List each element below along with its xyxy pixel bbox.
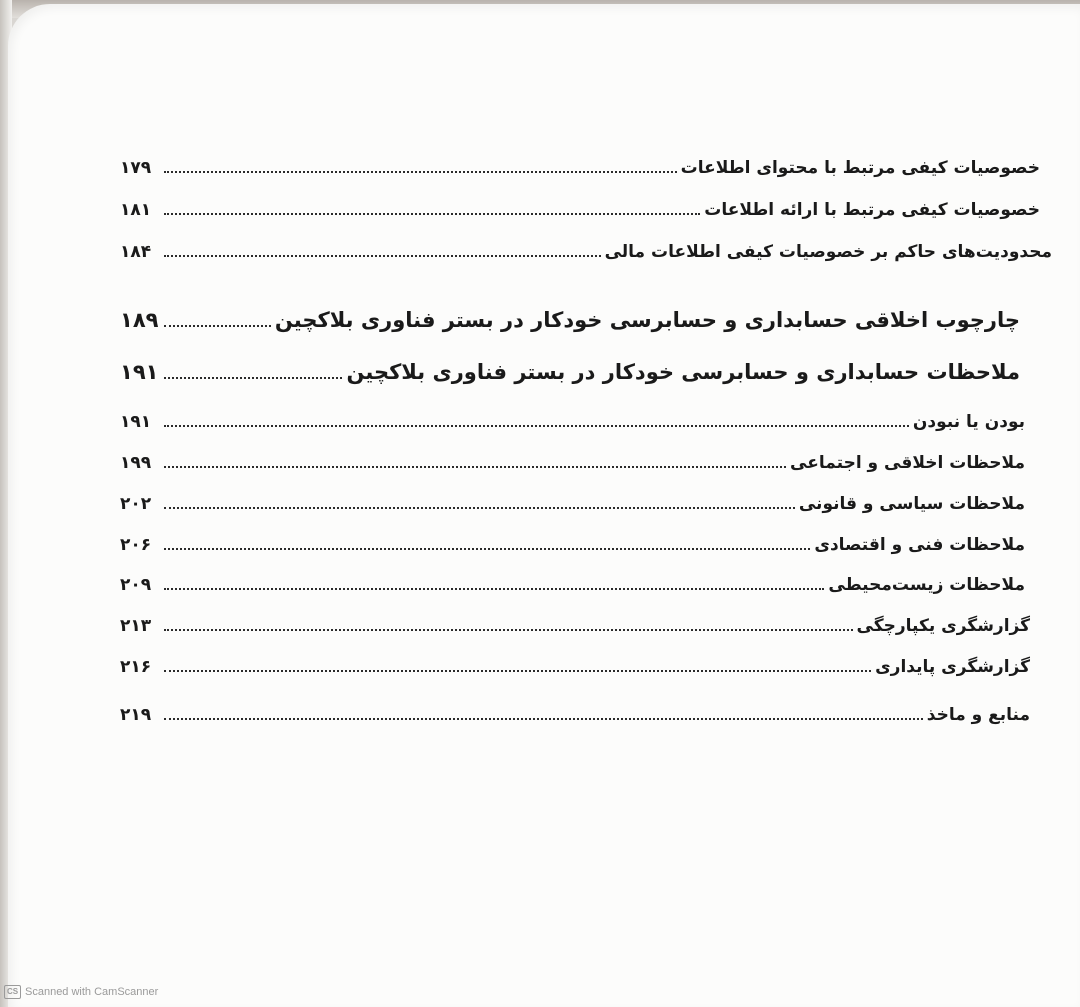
toc-page-number: ۲۱۹ (120, 705, 152, 725)
toc-page-number: ۲۱۶ (120, 657, 152, 677)
toc-page-number: ۲۰۲ (120, 494, 152, 514)
toc-entry-title: خصوصیات کیفی مرتبط با محتوای اطلاعات (680, 158, 1040, 178)
toc-page-number: ۲۰۶ (120, 535, 152, 555)
toc-entry (120, 494, 1025, 514)
toc-dot-leader (164, 506, 795, 509)
toc-entry (120, 453, 1025, 473)
toc-entry-title: محدودیت‌های حاکم بر خصوصیات کیفی اطلاعات مالی (604, 242, 1052, 262)
toc-page-number: ۱۸۹ (120, 308, 159, 332)
toc-dot-leader (164, 424, 909, 427)
toc-dot-leader (164, 465, 786, 468)
toc-entry-title: ملاحظات حسابداری و حسابرسی خودکار در بستر فناوری بلاکچین (346, 360, 1020, 384)
toc-chapter-entry (120, 308, 1020, 332)
toc-entry-title: ملاحظات زیست‌محیطی (828, 575, 1025, 595)
toc-page-number: ۱۸۴ (120, 242, 152, 262)
toc-entry (120, 535, 1025, 555)
toc-dot-leader (164, 324, 271, 327)
toc-dot-leader (164, 669, 871, 672)
toc-dot-leader (164, 376, 342, 379)
scanner-watermark (4, 985, 158, 999)
scanner-watermark-text: Scanned with CamScanner (25, 986, 159, 998)
toc-page-number: ۱۷۹ (120, 158, 152, 178)
toc-entry (120, 657, 1030, 677)
toc-dot-leader (164, 628, 853, 631)
toc-entry-title: منابع و ماخذ (926, 705, 1030, 725)
toc-entry-title: ملاحظات فنی و اقتصادی (814, 535, 1025, 555)
toc-entry-title: ملاحظات اخلاقی و اجتماعی (790, 453, 1025, 473)
toc-dot-leader (164, 212, 700, 215)
toc-page-number: ۲۰۹ (120, 575, 152, 595)
toc-entry (120, 242, 1052, 262)
toc-entry-title: گزارشگری یکپارچگی (856, 616, 1030, 636)
toc-page-number: ۲۱۳ (120, 616, 152, 636)
camscanner-logo-icon: CS (4, 985, 21, 999)
toc-entry-title: بودن یا نبودن (912, 412, 1025, 432)
toc-dot-leader (164, 717, 923, 720)
toc-entry-title: گزارشگری پایداری (875, 657, 1030, 677)
toc-page-number: ۱۹۹ (120, 453, 152, 473)
toc-entry-title: ملاحظات سیاسی و قانونی (798, 494, 1025, 514)
toc-entry-title: خصوصیات کیفی مرتبط با ارائه اطلاعات (704, 200, 1040, 220)
toc-entry (120, 200, 1040, 220)
toc-dot-leader (164, 547, 810, 550)
toc-page-number: ۱۹۱ (120, 360, 159, 384)
toc-entry (120, 616, 1030, 636)
toc-entry (120, 705, 1030, 725)
toc-entry (120, 158, 1040, 178)
toc-dot-leader (164, 587, 824, 590)
toc-chapter-entry (120, 360, 1020, 384)
toc-page-number: ۱۹۱ (120, 412, 152, 432)
toc-dot-leader (164, 254, 601, 257)
toc-entry (120, 575, 1025, 595)
toc-page-number: ۱۸۱ (120, 200, 152, 220)
toc-dot-leader (164, 170, 677, 173)
toc-entry (120, 412, 1025, 432)
toc-entry-title: چارچوب اخلاقی حسابداری و حسابرسی خودکار در بستر فناوری بلاکچین (274, 308, 1020, 332)
